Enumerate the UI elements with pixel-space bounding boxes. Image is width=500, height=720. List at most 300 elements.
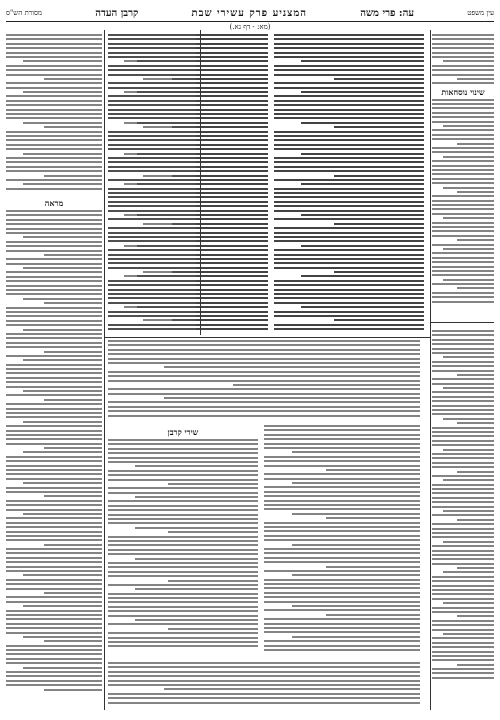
text-line — [432, 431, 494, 433]
text-line — [108, 293, 196, 295]
text-line — [432, 484, 494, 486]
text-line — [443, 217, 494, 219]
text-line — [432, 230, 494, 232]
text-line — [432, 178, 494, 180]
text-line — [6, 263, 102, 265]
text-line — [108, 566, 258, 568]
text-line — [432, 244, 494, 246]
text-line — [6, 377, 102, 379]
text-line — [301, 306, 424, 308]
text-line — [264, 434, 420, 436]
text-line — [6, 210, 102, 212]
text-line — [6, 34, 102, 36]
text-line — [432, 274, 494, 276]
text-line — [124, 214, 196, 216]
text-line — [108, 623, 258, 625]
text-line — [432, 334, 494, 336]
text-line — [108, 161, 196, 163]
text-line — [23, 329, 102, 331]
text-line — [432, 457, 494, 459]
text-line — [23, 236, 102, 238]
text-line — [108, 205, 196, 207]
text-line — [432, 462, 494, 464]
text-line — [432, 301, 494, 303]
text-line — [274, 205, 424, 207]
text-line — [443, 510, 494, 512]
text-line — [432, 440, 494, 442]
text-line — [6, 425, 102, 427]
text-line — [6, 478, 102, 480]
text-line — [432, 121, 494, 123]
text-line — [432, 453, 494, 455]
text-line — [264, 623, 420, 625]
text-line — [6, 491, 102, 493]
text-line — [108, 280, 196, 282]
text-line — [432, 506, 494, 508]
text-line — [432, 165, 494, 167]
text-line — [44, 78, 102, 80]
text-line — [274, 139, 424, 141]
text-line — [274, 315, 424, 317]
text-line — [443, 187, 494, 189]
text-line — [6, 311, 102, 313]
text-line — [108, 448, 258, 450]
text-line — [108, 47, 196, 49]
text-line — [108, 311, 196, 313]
text-line — [457, 143, 494, 145]
text-line — [6, 320, 102, 322]
text-line — [432, 501, 494, 503]
text-line — [274, 179, 424, 181]
text-line — [432, 659, 494, 661]
text-line — [6, 95, 102, 97]
text-line — [108, 571, 258, 573]
text-line — [432, 116, 494, 118]
text-line — [432, 134, 494, 136]
text-line — [108, 601, 258, 603]
text-line — [264, 552, 420, 554]
text-line — [108, 492, 258, 494]
text-line — [432, 169, 494, 171]
text-line — [23, 60, 102, 62]
text-line — [108, 344, 420, 346]
text-line — [264, 491, 420, 493]
text-line — [108, 353, 420, 355]
text-line — [108, 680, 420, 682]
text-line — [108, 702, 420, 704]
text-line — [6, 307, 102, 309]
text-line — [432, 466, 494, 468]
text-line — [334, 223, 424, 225]
text-line — [23, 605, 102, 607]
text-line — [108, 443, 258, 445]
text-line — [292, 513, 420, 515]
text-line — [108, 69, 196, 71]
text-line — [432, 47, 494, 49]
text-line — [432, 378, 494, 380]
text-line — [432, 624, 494, 626]
text-line — [6, 504, 102, 506]
text-line — [432, 475, 494, 477]
text-line — [108, 474, 258, 476]
text-line — [274, 284, 424, 286]
text-line — [6, 65, 102, 67]
text-line — [334, 126, 424, 128]
text-line — [432, 563, 494, 565]
text-line — [108, 192, 196, 194]
text-line — [108, 148, 196, 150]
text-line — [432, 107, 494, 109]
text-line — [108, 34, 196, 36]
text-line — [6, 522, 102, 524]
text-line — [443, 248, 494, 250]
text-line — [108, 584, 258, 586]
text-line — [6, 618, 102, 620]
text-line — [432, 195, 494, 197]
text-line — [6, 460, 102, 462]
text-line — [274, 38, 424, 40]
text-line — [457, 422, 494, 424]
text-line — [6, 87, 102, 89]
text-line — [108, 415, 420, 417]
text-line — [432, 391, 494, 393]
text-line — [6, 548, 102, 550]
text-line — [108, 645, 258, 647]
text-line — [108, 196, 196, 198]
text-line — [6, 109, 102, 111]
text-line — [274, 328, 424, 330]
text-line — [143, 271, 196, 273]
text-line — [274, 109, 424, 111]
left-commentary-lower — [6, 196, 102, 696]
text-line — [6, 232, 102, 234]
text-line — [108, 632, 258, 634]
text-line — [108, 693, 420, 695]
text-line — [6, 610, 102, 612]
text-line — [432, 427, 494, 429]
text-line — [432, 409, 494, 411]
text-line — [432, 292, 494, 294]
text-line — [44, 254, 102, 256]
text-line — [108, 487, 258, 489]
text-line — [274, 201, 424, 203]
text-line — [6, 56, 102, 58]
header-center: המצניע פרק עשירי שבת — [191, 7, 308, 19]
text-line — [108, 254, 196, 256]
text-line — [334, 78, 424, 80]
text-line — [108, 315, 196, 317]
text-line — [432, 576, 494, 578]
text-line — [274, 302, 424, 304]
text-line — [292, 605, 420, 607]
text-line — [264, 530, 420, 532]
text-line — [6, 583, 102, 585]
text-line — [6, 535, 102, 537]
text-line — [432, 226, 494, 228]
text-line — [6, 381, 102, 383]
text-line — [6, 412, 102, 414]
text-line — [443, 418, 494, 420]
text-line — [274, 192, 424, 194]
text-line — [432, 43, 494, 45]
text-line — [6, 465, 102, 467]
text-line — [6, 579, 102, 581]
text-line — [432, 138, 494, 140]
text-line — [274, 144, 424, 146]
text-line — [301, 183, 424, 185]
text-line — [124, 245, 196, 247]
text-line — [432, 151, 494, 153]
text-line — [6, 675, 102, 677]
text-line — [432, 235, 494, 237]
text-line — [108, 349, 420, 351]
text-line — [23, 513, 102, 515]
text-line — [432, 396, 494, 398]
text-line — [108, 236, 196, 238]
right-margin-commentary — [432, 330, 494, 700]
text-line — [6, 170, 102, 172]
text-line — [432, 672, 494, 674]
text-line — [432, 523, 494, 525]
text-line — [135, 496, 258, 498]
text-line — [264, 609, 420, 611]
text-line — [135, 527, 258, 529]
text-line — [168, 483, 258, 485]
text-line — [432, 52, 494, 54]
text-line — [274, 227, 424, 229]
text-line — [6, 456, 102, 458]
text-line — [264, 500, 420, 502]
text-line — [432, 620, 494, 622]
text-line — [44, 640, 102, 642]
text-line — [6, 100, 102, 102]
text-line — [432, 204, 494, 206]
text-line — [432, 103, 494, 105]
text-line — [274, 293, 424, 295]
text-line — [264, 579, 420, 581]
text-line — [432, 492, 494, 494]
text-line — [143, 319, 196, 321]
text-line — [108, 593, 258, 595]
text-line — [23, 122, 102, 124]
text-line — [274, 254, 424, 256]
text-line — [124, 183, 196, 185]
text-line — [108, 201, 196, 203]
text-line — [108, 562, 258, 564]
text-line — [44, 447, 102, 449]
text-line — [457, 471, 494, 473]
text-line — [168, 628, 258, 630]
text-line — [6, 662, 102, 664]
text-line — [6, 179, 102, 181]
text-line — [108, 297, 196, 299]
text-line — [23, 267, 102, 269]
text-line — [326, 517, 420, 519]
text-line — [443, 633, 494, 635]
text-line — [6, 324, 102, 326]
text-line — [432, 545, 494, 547]
text-line — [432, 585, 494, 587]
text-line — [108, 452, 258, 454]
text-line — [108, 188, 196, 190]
text-line — [443, 60, 494, 62]
text-line — [108, 284, 196, 286]
text-line — [274, 104, 424, 106]
text-line — [432, 637, 494, 639]
text-line — [274, 43, 424, 45]
text-line — [274, 74, 424, 76]
text-line — [432, 361, 494, 363]
text-line — [432, 642, 494, 644]
text-line — [6, 526, 102, 528]
text-line — [108, 249, 196, 251]
text-line — [432, 365, 494, 367]
text-line — [108, 289, 196, 291]
text-line — [432, 99, 494, 101]
divider-right — [430, 30, 431, 710]
text-line — [6, 632, 102, 634]
text-line — [264, 535, 420, 537]
text-line — [432, 677, 494, 679]
text-line — [143, 78, 196, 80]
text-line — [6, 500, 102, 502]
text-line — [108, 87, 196, 89]
text-line — [108, 74, 196, 76]
text-line — [108, 100, 196, 102]
text-line — [6, 614, 102, 616]
text-line — [108, 393, 420, 395]
text-line — [108, 56, 196, 58]
text-line — [432, 611, 494, 613]
text-line — [432, 488, 494, 490]
text-line — [44, 495, 102, 497]
shirei-korban-block — [108, 425, 258, 655]
text-line — [6, 561, 102, 563]
text-line — [6, 434, 102, 436]
text-line — [432, 208, 494, 210]
text-line — [334, 319, 424, 321]
text-line — [108, 135, 196, 137]
text-line — [6, 166, 102, 168]
text-line — [274, 324, 424, 326]
text-line — [108, 340, 420, 342]
text-line — [274, 56, 424, 58]
text-line — [108, 267, 196, 269]
text-line — [108, 371, 420, 373]
text-line — [457, 615, 494, 617]
text-line — [6, 280, 102, 282]
text-line — [301, 245, 424, 247]
lower-commentary-top — [108, 340, 420, 420]
text-line — [108, 615, 258, 617]
text-line — [432, 532, 494, 534]
text-line — [432, 514, 494, 516]
text-line — [274, 311, 424, 313]
text-line — [6, 680, 102, 682]
text-line — [326, 566, 420, 568]
text-line — [443, 571, 494, 573]
text-line — [108, 549, 258, 551]
text-line — [108, 457, 258, 459]
text-line — [6, 372, 102, 374]
running-header — [6, 6, 494, 20]
text-line — [432, 38, 494, 40]
text-line — [108, 606, 258, 608]
text-line — [6, 588, 102, 590]
text-line — [6, 289, 102, 291]
text-line — [292, 451, 420, 453]
text-line — [6, 416, 102, 418]
text-line — [23, 451, 102, 453]
text-line — [6, 386, 102, 388]
text-line — [108, 139, 196, 141]
text-line — [108, 324, 196, 326]
text-line — [274, 236, 424, 238]
text-line — [108, 597, 258, 599]
text-line — [6, 38, 102, 40]
text-line — [432, 352, 494, 354]
text-line — [432, 607, 494, 609]
text-line — [274, 65, 424, 67]
text-line — [108, 95, 196, 97]
text-line — [6, 258, 102, 260]
text-line — [6, 161, 102, 163]
text-line — [135, 558, 258, 560]
text-line — [108, 210, 196, 212]
text-line — [108, 218, 196, 220]
text-line — [124, 153, 196, 155]
text-line — [432, 655, 494, 657]
text-line — [292, 482, 420, 484]
text-line — [108, 157, 196, 159]
text-line — [457, 519, 494, 521]
text-line — [457, 567, 494, 569]
header-left-title: קרבן העדה — [95, 7, 139, 19]
text-line — [135, 465, 258, 467]
divider-inner — [200, 30, 201, 335]
text-line — [432, 528, 494, 530]
text-line — [274, 131, 424, 133]
text-line — [6, 649, 102, 651]
text-line — [443, 541, 494, 543]
text-line — [264, 631, 420, 633]
text-line — [6, 157, 102, 159]
text-line — [108, 362, 420, 364]
text-line — [108, 522, 258, 524]
text-line — [301, 122, 424, 124]
text-line — [457, 287, 494, 289]
text-line — [264, 465, 420, 467]
text-line — [432, 339, 494, 341]
text-line — [443, 356, 494, 358]
main-text-right — [274, 34, 424, 334]
text-line — [108, 65, 196, 67]
text-line — [432, 200, 494, 202]
text-line — [274, 148, 424, 150]
text-line — [168, 531, 258, 533]
text-line — [6, 82, 102, 84]
text-line — [432, 629, 494, 631]
text-line — [108, 410, 420, 412]
text-line — [432, 56, 494, 58]
text-line — [108, 38, 196, 40]
text-line — [143, 175, 196, 177]
text-line — [108, 131, 196, 133]
text-line — [432, 580, 494, 582]
text-line — [23, 636, 102, 638]
text-line — [6, 315, 102, 317]
text-line — [432, 129, 494, 131]
